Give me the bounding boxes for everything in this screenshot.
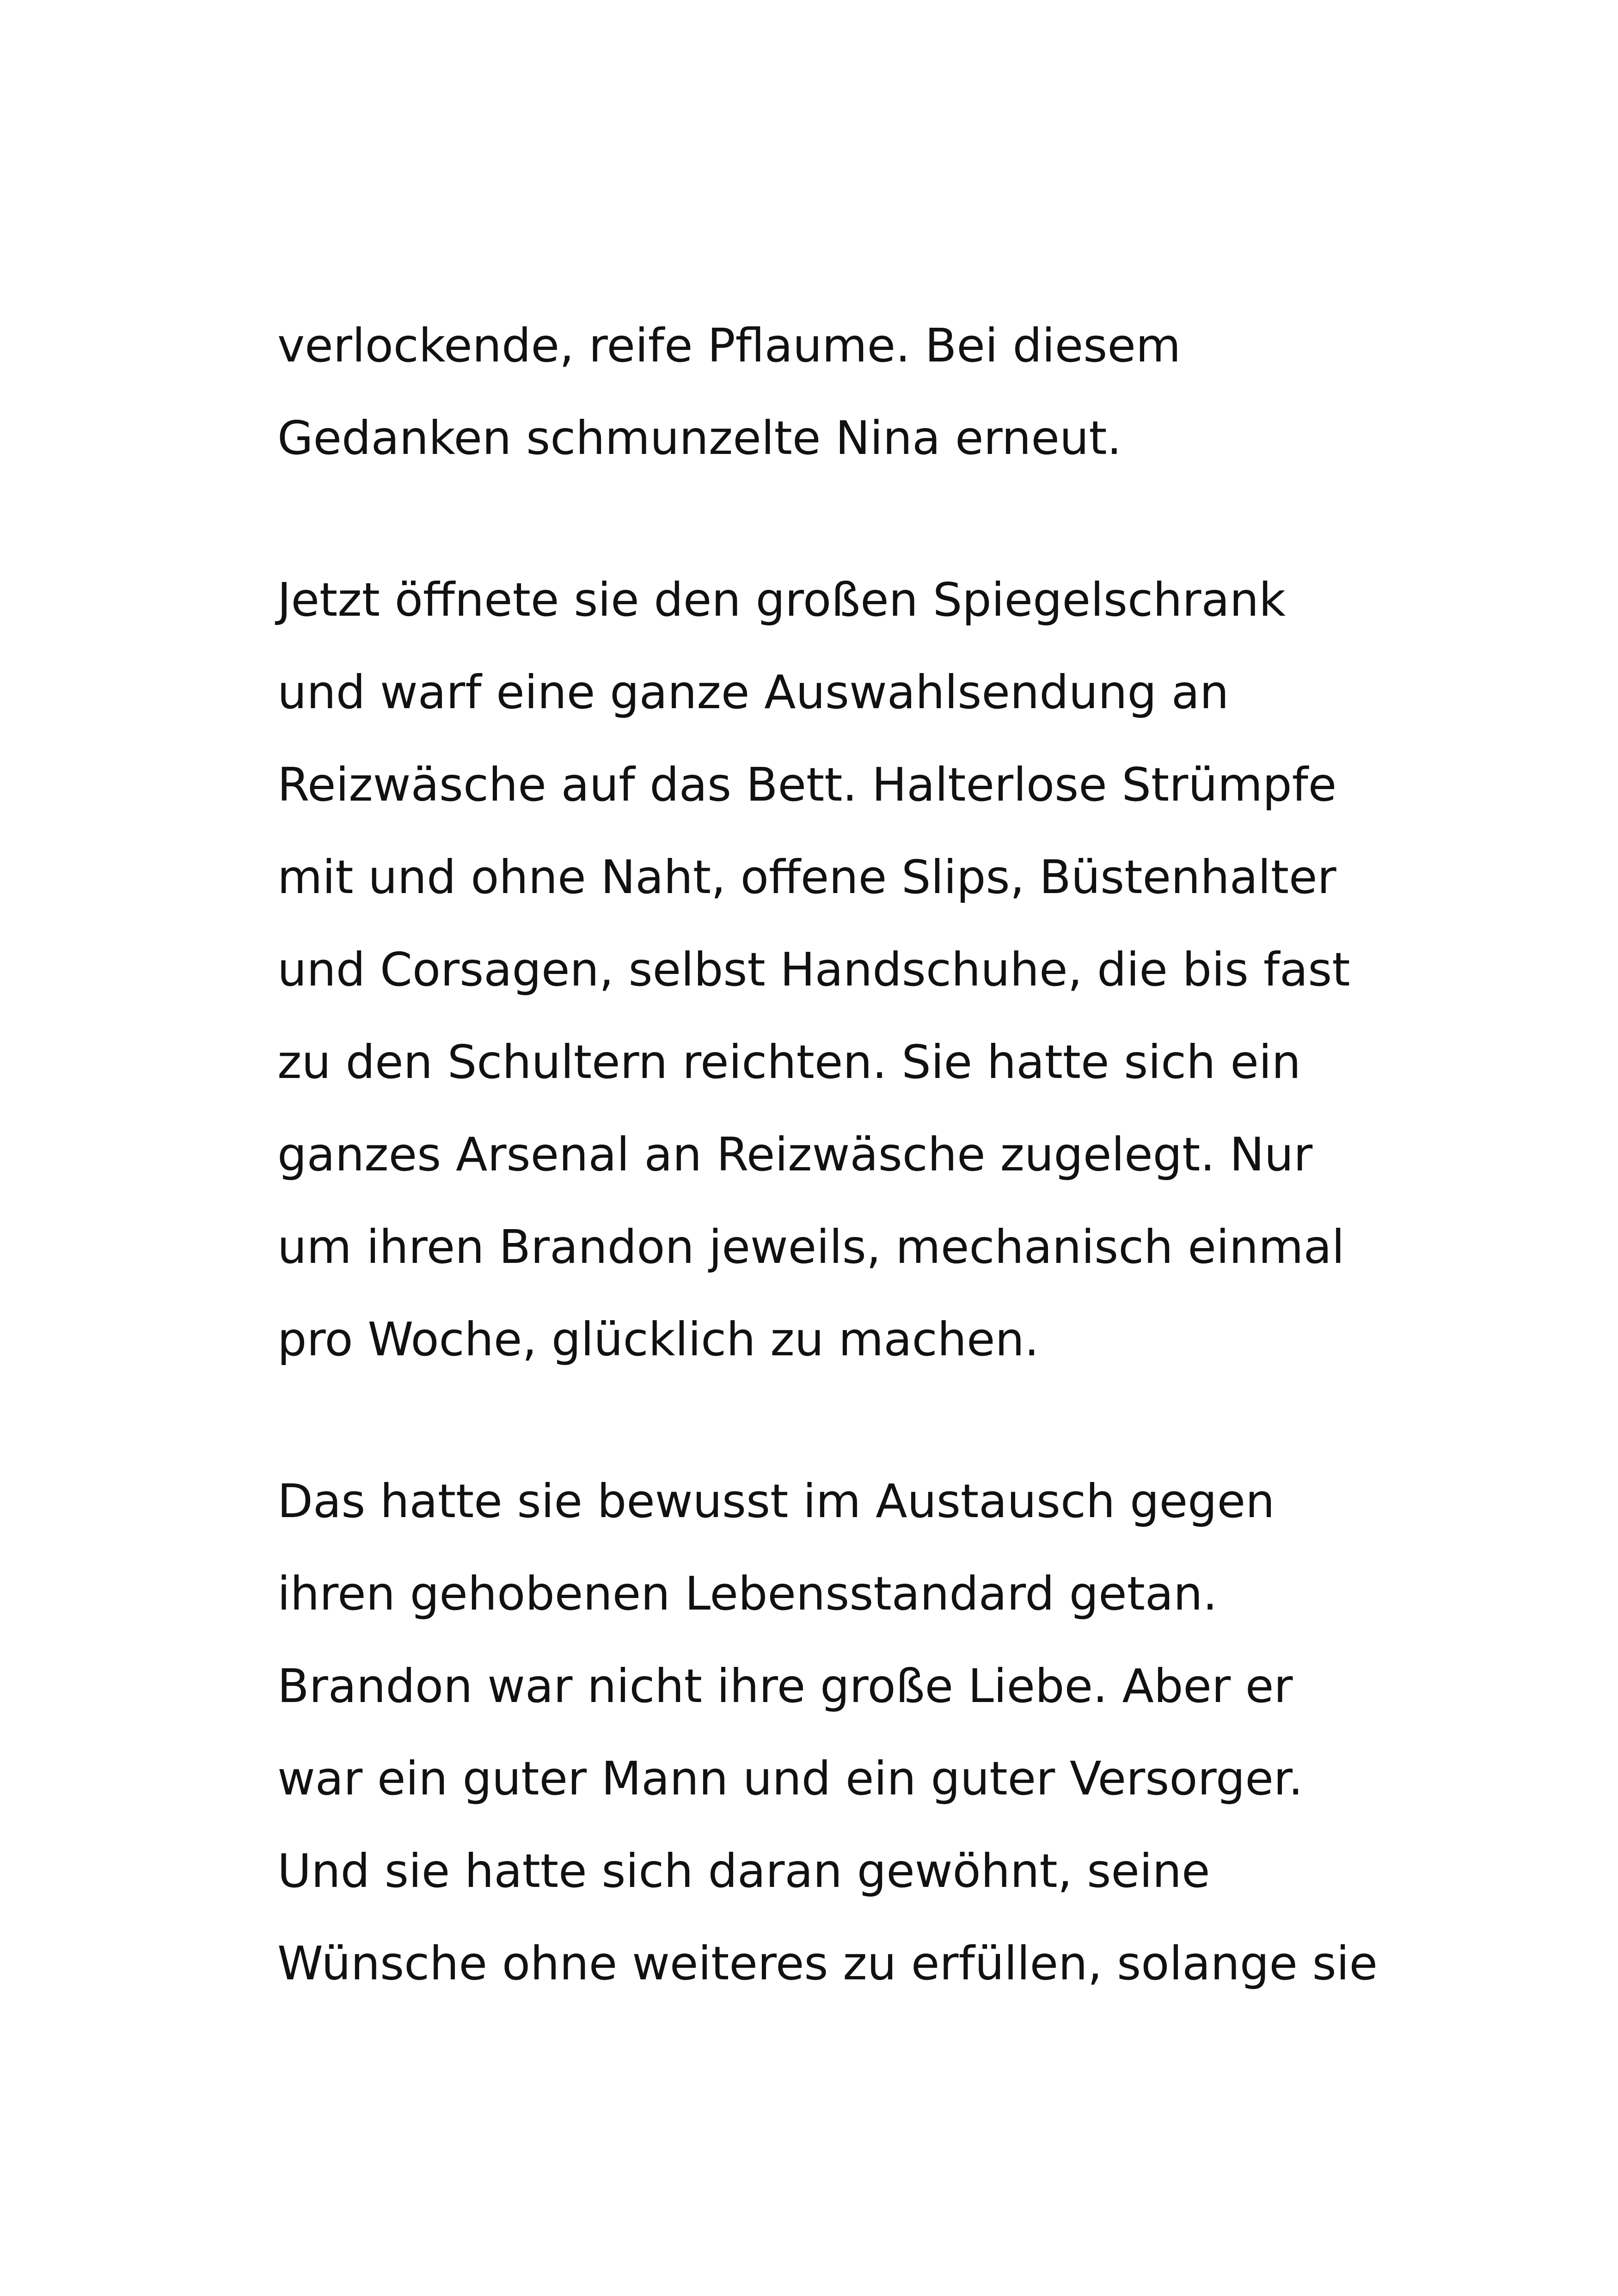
text-line: und Corsagen, selbst Handschuhe, die bis fast (277, 943, 1350, 997)
text-line: Das hatte sie bewusst im Austausch gegen (277, 1474, 1275, 1528)
text-line: verlockende, reife Pflaume. Bei diesem (277, 318, 1181, 373)
text-line: war ein guter Mann und ein guter Versorger. (277, 1751, 1303, 1806)
text-line: Gedanken schmunzelte Nina erneut. (277, 411, 1122, 465)
text-line: Und sie hatte sich daran gewöhnt, seine (277, 1844, 1210, 1898)
text-line: ganzes Arsenal an Reizwäsche zugelegt. Nur (277, 1127, 1313, 1182)
text-line: und warf eine ganze Auswahlsendung an (277, 665, 1229, 719)
text-line: Jetzt öffnete sie den großen Spiegelschrank (277, 573, 1286, 627)
text-line: um ihren Brandon jeweils, mechanisch einmal (277, 1220, 1345, 1274)
text-line: pro Woche, glücklich zu machen. (277, 1312, 1039, 1366)
text-line: mit und ohne Naht, offene Slips, Büstenhalter (277, 850, 1336, 904)
text-line: ihren gehobenen Lebensstandard getan. (277, 1567, 1218, 1621)
text-line: zu den Schultern reichten. Sie hatte sich ein (277, 1035, 1301, 1089)
text-line: Wünsche ohne weiteres zu erfüllen, solange sie (277, 1936, 1378, 1990)
text-line: Reizwäsche auf das Bett. Halterlose Strümpfe (277, 758, 1337, 812)
text-line: Brandon war nicht ihre große Liebe. Aber er (277, 1659, 1293, 1713)
